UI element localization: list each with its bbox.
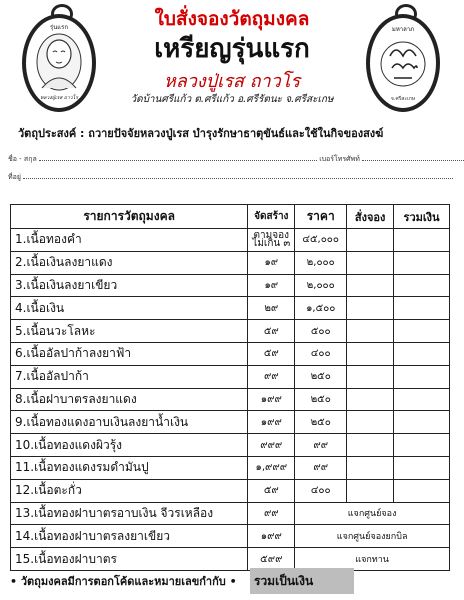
item-name: 1.เนื้อทองคำ [11, 229, 248, 252]
table-row [11, 548, 450, 571]
order-cell[interactable] [347, 320, 394, 343]
item-name: 15.เนื้อทองฝาบาตร [11, 548, 248, 571]
header-quantity: จัดสร้าง [248, 205, 295, 229]
item-note: แจกศูนย์จองยกบิล [295, 525, 450, 548]
table-row [11, 434, 450, 457]
item-price: ๙๙ [295, 456, 347, 479]
item-price: ๒๕๐ [295, 411, 347, 434]
item-price: ๒,๐๐๐ [295, 274, 347, 297]
item-name: 9.เนื้อทองแดงอาบเงินลงยาน้ำเงิน [11, 411, 248, 434]
item-price: ๒,๐๐๐ [295, 251, 347, 274]
item-quantity: ๒๙ [248, 297, 295, 320]
total-cell[interactable] [394, 411, 450, 434]
table-row [11, 525, 450, 548]
purpose-line: วัตถุประสงค์ : ถวายปัจจัยหลวงปู่เรส บำรุงรักษาธาตุขันธ์และใช้ในกิจของสงฆ์ [18, 127, 384, 140]
item-price: ๒๕๐ [295, 365, 347, 388]
medal-bottom-text: หลวงปู่เรส ถาวโร [40, 95, 78, 101]
total-cell[interactable] [394, 434, 450, 457]
table-header-row [11, 205, 450, 229]
item-name: 7.เนื้ออัลปาก้า [11, 365, 248, 388]
item-quantity: ๙๙ [248, 365, 295, 388]
item-quantity: ตามจอง ไม่เกิน ๓ [248, 229, 295, 252]
temple-address: วัดบ้านศรีแก้ว ต.ศรีแก้ว อ.ศรีรัตนะ จ.ศรีสะเกษ [130, 94, 334, 105]
total-cell[interactable] [394, 229, 450, 252]
header-total: รวมเงิน [394, 205, 450, 229]
header-order: สั่งจอง [347, 205, 394, 229]
code-note: • วัตถุมงคลมีการตอกโค้ดและหมายเลขกำกับ • [10, 575, 237, 588]
total-cell[interactable] [394, 251, 450, 274]
total-cell[interactable] [394, 456, 450, 479]
name-field-row [8, 152, 464, 165]
item-price: ๕๐๐ [295, 320, 347, 343]
item-price: ๔๕,๐๐๐ [295, 229, 347, 252]
table-row [11, 320, 450, 343]
item-name: 5.เนื้อนวะโลหะ [11, 320, 248, 343]
header-price: ราคา [295, 205, 347, 229]
item-name: 11.เนื้อทองแดงรมดำมันปู [11, 456, 248, 479]
table-row [11, 274, 450, 297]
header-item: รายการวัตถุมงคล [11, 205, 248, 229]
total-cell[interactable] [394, 320, 450, 343]
item-name: 4.เนื้อเงิน [11, 297, 248, 320]
total-cell[interactable] [394, 365, 450, 388]
item-price: ๔๐๐ [295, 479, 347, 502]
order-cell[interactable] [347, 251, 394, 274]
item-name: 13.เนื้อทองฝาบาตรอาบเงิน จีวรเหลือง [11, 502, 248, 525]
item-name: 10.เนื้อทองแดงผิวรุ้ง [11, 434, 248, 457]
item-quantity: ๕๙ [248, 320, 295, 343]
order-cell[interactable] [347, 274, 394, 297]
item-note: แจกทาน [295, 548, 450, 571]
total-cell[interactable] [394, 388, 450, 411]
phone-label: เบอร์โทรศัพท์ [319, 155, 360, 163]
page-title: ใบสั่งจองวัตถุมงคล [154, 8, 310, 30]
order-cell[interactable] [347, 456, 394, 479]
table-row [11, 342, 450, 365]
order-cell[interactable] [347, 479, 394, 502]
item-quantity: ๙๙๙ [248, 434, 295, 457]
order-cell[interactable] [347, 411, 394, 434]
order-cell[interactable] [347, 342, 394, 365]
order-cell[interactable] [347, 229, 394, 252]
total-cell[interactable] [394, 479, 450, 502]
item-quantity: ๕๙ [248, 342, 295, 365]
order-cell[interactable] [347, 365, 394, 388]
item-quantity: ๑๙๙ [248, 525, 295, 548]
item-price: ๒๕๐ [295, 388, 347, 411]
item-price: ๑,๕๐๐ [295, 297, 347, 320]
table-row [11, 365, 450, 388]
item-name: 3.เนื้อเงินลงยาเขียว [11, 274, 248, 297]
item-name: 2.เนื้อเงินลงยาแดง [11, 251, 248, 274]
table-row [11, 251, 450, 274]
order-cell[interactable] [347, 388, 394, 411]
monk-name: หลวงปู่เรส ถาวโร [163, 71, 301, 92]
table-row [11, 297, 450, 320]
table-row [11, 388, 450, 411]
item-quantity: ๑๙ [248, 251, 295, 274]
table-row [11, 229, 450, 252]
name-label: ชื่อ - สกุล [8, 155, 37, 163]
table-row [11, 411, 450, 434]
item-price: ๔๐๐ [295, 342, 347, 365]
address-field-row [8, 170, 453, 183]
order-table [10, 204, 450, 571]
order-cell[interactable] [347, 434, 394, 457]
order-cell[interactable] [347, 297, 394, 320]
item-name: 12.เนื้อตะกั่ว [11, 479, 248, 502]
item-name: 8.เนื้อฝาบาตรลงยาแดง [11, 388, 248, 411]
table-row [11, 502, 450, 525]
table-row [11, 479, 450, 502]
total-cell[interactable] [394, 297, 450, 320]
medal-series-title: เหรียญรุ่นแรก [154, 34, 310, 64]
item-note: แจกศูนย์จอง [295, 502, 450, 525]
medal-top-text: มหาลาภ [391, 26, 415, 33]
item-quantity: ๕๙๙ [248, 548, 295, 571]
address-field[interactable] [23, 170, 453, 179]
item-quantity: ๑๙๙ [248, 388, 295, 411]
item-quantity: ๙๙ [248, 502, 295, 525]
address-label: ที่อยู่ [8, 173, 21, 181]
total-cell[interactable] [394, 342, 450, 365]
item-quantity: ๕๙ [248, 479, 295, 502]
item-price: ๙๙ [295, 434, 347, 457]
table-row [11, 456, 450, 479]
total-label: รวมเป็นเงิน [250, 568, 354, 594]
total-cell[interactable] [394, 274, 450, 297]
item-quantity: ๑๙ [248, 274, 295, 297]
svg-text:จ.ศรีสะเกษ: จ.ศรีสะเกษ [390, 96, 416, 102]
phone-field[interactable] [362, 152, 464, 161]
name-field[interactable] [39, 152, 317, 161]
item-name: 14.เนื้อทองฝาบาตรลงยาเขียว [11, 525, 248, 548]
medal-top-text: รุ่นแรก [49, 24, 69, 31]
item-quantity: ๑,๙๙๙ [248, 456, 295, 479]
item-quantity: ๑๙๙ [248, 411, 295, 434]
item-name: 6.เนื้ออัลปาก้าลงยาฟ้า [11, 342, 248, 365]
